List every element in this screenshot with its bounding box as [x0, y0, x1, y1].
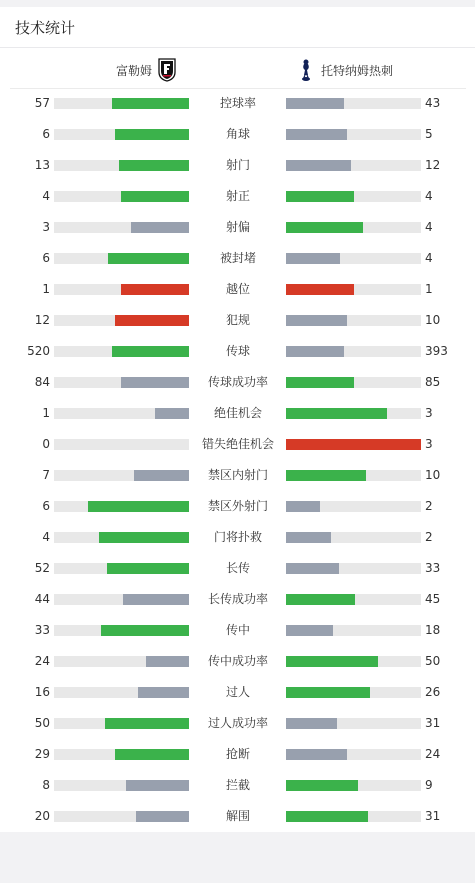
home-bar-fill [107, 563, 189, 574]
stat-label: 传中 [225, 623, 250, 637]
away-value: 85 [425, 375, 441, 389]
stat-label: 传球 [225, 344, 250, 358]
away-value: 33 [425, 561, 441, 575]
away-bar [286, 594, 421, 605]
stat-label: 传中成功率 [207, 654, 268, 668]
stat-row [0, 88, 475, 119]
home-bar-fill [115, 749, 189, 760]
stats-card [0, 7, 475, 832]
home-bar [54, 346, 189, 357]
stat-label: 长传 [225, 561, 250, 575]
away-value: 5 [425, 127, 433, 141]
home-bar [54, 408, 189, 419]
home-bar [54, 160, 189, 171]
stat-row [0, 708, 475, 739]
stat-label: 禁区内射门 [207, 468, 268, 482]
away-bar-fill [286, 191, 354, 202]
stat-label: 长传成功率 [207, 592, 268, 606]
stat-label: 犯规 [225, 313, 250, 327]
home-bar [54, 718, 189, 729]
home-bar-fill [121, 191, 189, 202]
away-bar-fill [286, 780, 358, 791]
home-value: 0 [42, 437, 50, 451]
home-bar [54, 191, 189, 202]
away-bar-fill [286, 129, 347, 140]
home-bar [54, 253, 189, 264]
home-bar [54, 315, 189, 326]
away-value: 26 [425, 685, 441, 699]
home-bar-fill [121, 377, 189, 388]
home-value: 24 [34, 654, 50, 668]
away-value: 9 [425, 778, 433, 792]
home-bar [54, 811, 189, 822]
home-value: 29 [34, 747, 50, 761]
away-bar [286, 811, 421, 822]
away-bar-fill [286, 439, 421, 450]
home-bar [54, 625, 189, 636]
away-bar [286, 749, 421, 760]
home-bar-fill [99, 532, 189, 543]
away-bar-fill [286, 501, 320, 512]
stat-label: 越位 [225, 282, 250, 296]
away-value: 12 [425, 158, 441, 172]
home-bar-fill [146, 656, 189, 667]
stat-row [0, 398, 475, 429]
stat-row [0, 739, 475, 770]
home-bar [54, 98, 189, 109]
stat-label: 门将扑救 [213, 530, 262, 544]
away-value: 50 [425, 654, 441, 668]
stat-row [0, 305, 475, 336]
stat-row [0, 801, 475, 832]
top-strip [0, 0, 475, 7]
away-bar [286, 718, 421, 729]
away-bar-fill [286, 687, 370, 698]
away-bar-fill [286, 315, 347, 326]
stat-row [0, 770, 475, 801]
stat-row [0, 181, 475, 212]
away-bar-fill [286, 594, 355, 605]
stat-row [0, 522, 475, 553]
home-bar [54, 656, 189, 667]
stat-label: 控球率 [219, 96, 256, 110]
home-bar-fill [131, 222, 189, 233]
away-bar-fill [286, 253, 340, 264]
stat-row [0, 460, 475, 491]
away-value: 4 [425, 189, 433, 203]
stat-row [0, 615, 475, 646]
away-bar [286, 253, 421, 264]
away-value: 2 [425, 499, 433, 513]
teams-header [10, 48, 466, 89]
home-bar-fill [126, 780, 189, 791]
away-bar [286, 563, 421, 574]
home-value: 1 [42, 406, 50, 420]
home-bar-fill [119, 160, 189, 171]
stat-label: 抢断 [225, 747, 250, 761]
away-bar [286, 284, 421, 295]
home-value: 4 [42, 189, 50, 203]
home-team-name: 富勒姆 [115, 63, 152, 78]
home-bar [54, 749, 189, 760]
away-bar [286, 532, 421, 543]
away-bar [286, 625, 421, 636]
home-value: 8 [42, 778, 50, 792]
home-bar-fill [121, 284, 189, 295]
stat-row [0, 274, 475, 305]
home-value: 3 [42, 220, 50, 234]
away-bar-fill [286, 625, 333, 636]
home-value: 33 [34, 623, 50, 637]
home-value: 6 [42, 499, 50, 513]
home-bar-fill [123, 594, 189, 605]
home-bar [54, 687, 189, 698]
home-bar [54, 377, 189, 388]
home-bar [54, 129, 189, 140]
away-value: 1 [425, 282, 433, 296]
home-value: 52 [34, 561, 50, 575]
home-bar-fill [115, 315, 189, 326]
away-value: 3 [425, 437, 433, 451]
home-bar-fill [136, 811, 189, 822]
tottenham-crest-icon [297, 58, 315, 82]
stat-row [0, 119, 475, 150]
title-bar [0, 7, 475, 48]
away-value: 4 [425, 251, 433, 265]
away-bar [286, 656, 421, 667]
home-bar-fill [134, 470, 189, 481]
away-team[interactable] [297, 58, 393, 82]
away-value: 24 [425, 747, 441, 761]
home-bar [54, 501, 189, 512]
stat-row [0, 336, 475, 367]
away-bar [286, 377, 421, 388]
home-value: 13 [34, 158, 50, 172]
stat-label: 错失绝佳机会 [201, 437, 274, 451]
away-bar-fill [286, 222, 363, 233]
home-value: 6 [42, 127, 50, 141]
home-bar-fill [112, 98, 189, 109]
away-value: 393 [425, 344, 448, 358]
stat-row [0, 212, 475, 243]
home-bar [54, 470, 189, 481]
away-value: 10 [425, 468, 441, 482]
home-value: 520 [27, 344, 50, 358]
away-value: 3 [425, 406, 433, 420]
away-value: 31 [425, 716, 441, 730]
stat-row [0, 150, 475, 181]
away-bar [286, 191, 421, 202]
stat-label: 传球成功率 [207, 375, 268, 389]
home-team[interactable] [116, 58, 176, 82]
away-value: 4 [425, 220, 433, 234]
away-bar-fill [286, 811, 368, 822]
home-bar-fill [88, 501, 189, 512]
away-bar [286, 315, 421, 326]
stat-label: 过人成功率 [207, 716, 268, 730]
away-bar-fill [286, 532, 331, 543]
away-bar-fill [286, 284, 354, 295]
home-value: 44 [34, 592, 50, 606]
away-bar [286, 687, 421, 698]
away-bar-fill [286, 377, 354, 388]
away-bar [286, 222, 421, 233]
stat-row [0, 553, 475, 584]
away-bar [286, 160, 421, 171]
stat-label: 角球 [225, 127, 250, 141]
away-bar-fill [286, 98, 344, 109]
stat-row [0, 677, 475, 708]
stat-label: 被封堵 [219, 251, 256, 265]
home-value: 12 [34, 313, 50, 327]
home-bar [54, 222, 189, 233]
home-bar [54, 439, 189, 450]
home-bar-fill [108, 253, 189, 264]
stat-label: 射正 [225, 189, 250, 203]
fulham-crest-icon [158, 58, 176, 82]
away-bar-fill [286, 749, 347, 760]
away-bar [286, 346, 421, 357]
away-bar-fill [286, 160, 351, 171]
home-bar [54, 532, 189, 543]
home-bar-fill [101, 625, 189, 636]
away-bar-fill [286, 346, 344, 357]
away-bar-fill [286, 408, 387, 419]
page-title: 技术统计 [15, 19, 76, 37]
stat-label: 解围 [225, 809, 250, 823]
home-bar-fill [112, 346, 189, 357]
away-bar [286, 439, 421, 450]
away-bar [286, 98, 421, 109]
stat-row [0, 367, 475, 398]
away-bar-fill [286, 656, 378, 667]
away-bar [286, 501, 421, 512]
stat-row [0, 429, 475, 460]
away-value: 31 [425, 809, 441, 823]
home-value: 7 [42, 468, 50, 482]
stat-row [0, 491, 475, 522]
away-bar [286, 780, 421, 791]
stat-label: 拦截 [225, 778, 250, 792]
home-value: 50 [34, 716, 50, 730]
away-value: 43 [425, 96, 441, 110]
away-value: 45 [425, 592, 441, 606]
stat-label: 过人 [225, 685, 250, 699]
away-value: 10 [425, 313, 441, 327]
home-bar-fill [155, 408, 189, 419]
stat-label: 绝佳机会 [213, 406, 262, 420]
home-bar-fill [138, 687, 189, 698]
away-value: 18 [425, 623, 441, 637]
home-bar [54, 284, 189, 295]
home-bar-fill [105, 718, 189, 729]
home-bar [54, 563, 189, 574]
home-bar-fill [115, 129, 189, 140]
away-bar-fill [286, 563, 339, 574]
stat-row [0, 584, 475, 615]
away-bar-fill [286, 470, 366, 481]
home-value: 6 [42, 251, 50, 265]
home-value: 1 [42, 282, 50, 296]
away-bar [286, 470, 421, 481]
home-bar [54, 780, 189, 791]
home-value: 57 [34, 96, 50, 110]
stat-row [0, 646, 475, 677]
stat-label: 禁区外射门 [207, 499, 268, 513]
stat-label: 射门 [225, 158, 250, 172]
home-value: 20 [34, 809, 50, 823]
away-bar-fill [286, 718, 337, 729]
away-team-name: 托特纳姆热刺 [321, 63, 394, 78]
home-value: 4 [42, 530, 50, 544]
stat-label: 射偏 [225, 220, 250, 234]
home-value: 84 [34, 375, 50, 389]
away-bar [286, 408, 421, 419]
away-bar [286, 129, 421, 140]
home-value: 16 [34, 685, 50, 699]
stat-row [0, 243, 475, 274]
away-value: 2 [425, 530, 433, 544]
home-bar [54, 594, 189, 605]
